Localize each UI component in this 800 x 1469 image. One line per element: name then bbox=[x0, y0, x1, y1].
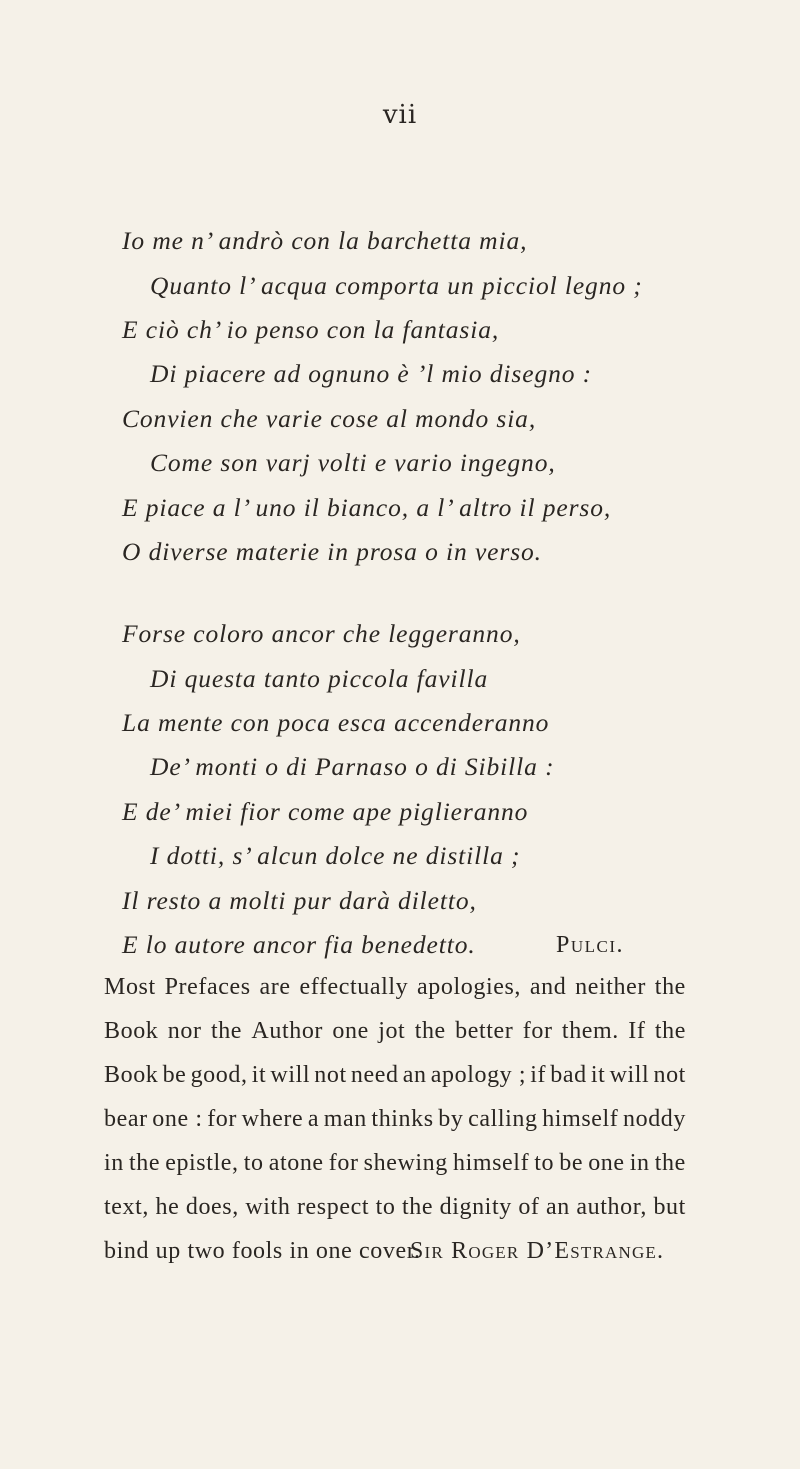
prose-word: better bbox=[455, 1018, 514, 1044]
prose-word: not bbox=[653, 1062, 686, 1088]
prose-word: one bbox=[588, 1150, 625, 1176]
prose-word: Author bbox=[251, 1018, 324, 1044]
prose-word: apologies, bbox=[417, 974, 522, 1000]
preface-quote bbox=[104, 965, 686, 1273]
verse-line: Il resto a molti pur darà diletto, bbox=[122, 886, 477, 915]
verse-line: Di questa tanto piccola favilla bbox=[150, 664, 489, 693]
verse-line: E de’ miei fior come ape piglieranno bbox=[122, 797, 529, 826]
prose-word: if bbox=[530, 1062, 547, 1088]
prose-word: where bbox=[241, 1106, 304, 1132]
prose-word: to bbox=[243, 1150, 264, 1176]
prose-word: shewing bbox=[363, 1150, 448, 1176]
prose-word: If bbox=[628, 1018, 646, 1044]
prose-word: epistle, bbox=[165, 1150, 239, 1176]
prose-word: atone bbox=[268, 1150, 324, 1176]
prose-attribution: Sir Roger D’Estrange. bbox=[410, 1238, 665, 1264]
prose-word: will bbox=[609, 1062, 650, 1088]
prose-word: Most bbox=[104, 974, 156, 1000]
prose-word: of bbox=[518, 1194, 540, 1220]
prose-word: himself bbox=[452, 1150, 530, 1176]
prose-word: need bbox=[350, 1062, 399, 1088]
verse-line: E piace a l’ uno il bianco, a l’ altro il perso, bbox=[122, 493, 612, 522]
prose-word: and bbox=[529, 974, 567, 1000]
verse-line: Convien che varie cose al mondo sia, bbox=[122, 404, 537, 433]
prose-word: the bbox=[654, 1018, 686, 1044]
prose-line bbox=[104, 1097, 686, 1141]
prose-word: good, bbox=[190, 1062, 248, 1088]
prose-word: thinks bbox=[371, 1106, 434, 1132]
prose-word: will bbox=[270, 1062, 311, 1088]
verse-line: De’ monti o di Parnaso o di Sibilla : bbox=[150, 752, 555, 781]
prose-word: himself bbox=[542, 1106, 619, 1132]
prose-word: to bbox=[375, 1194, 396, 1220]
prose-word: to bbox=[534, 1150, 555, 1176]
prose-line bbox=[104, 1053, 686, 1097]
prose-word: Prefaces bbox=[164, 974, 251, 1000]
verse-line: E lo autore ancor fia benedetto. bbox=[122, 930, 476, 959]
prose-word: the bbox=[128, 1150, 161, 1176]
verse-line: Quanto l’ acqua comporta un picciol legno ; bbox=[150, 271, 643, 300]
prose-word: be bbox=[162, 1062, 187, 1088]
prose-word: one : bbox=[152, 1106, 203, 1132]
prose-word: nor bbox=[167, 1018, 202, 1044]
prose-word: are bbox=[259, 974, 291, 1000]
prose-word: in bbox=[629, 1150, 650, 1176]
prose-word: noddy bbox=[623, 1106, 686, 1132]
prose-word: jot bbox=[378, 1018, 406, 1044]
prose-word: one bbox=[332, 1018, 369, 1044]
prose-word: neither bbox=[575, 974, 646, 1000]
page-number: vii bbox=[382, 100, 418, 130]
prose-word: for bbox=[207, 1106, 238, 1132]
prose-word: bad bbox=[550, 1062, 587, 1088]
prose-word: the bbox=[414, 1018, 446, 1044]
prose-word: author, bbox=[576, 1194, 647, 1220]
prose-word: man bbox=[323, 1106, 367, 1132]
prose-word: with bbox=[245, 1194, 291, 1220]
prose-word: dignity bbox=[439, 1194, 512, 1220]
prose-word: not bbox=[314, 1062, 347, 1088]
prose-word: does, bbox=[185, 1194, 239, 1220]
verse-line: I dotti, s’ alcun dolce ne distilla ; bbox=[150, 841, 521, 870]
prose-word: an bbox=[546, 1194, 570, 1220]
prose-line-last bbox=[104, 1229, 686, 1273]
prose-word: the bbox=[654, 974, 686, 1000]
verse-line: Di piacere ad ognuno è ’l mio disegno : bbox=[150, 359, 593, 388]
prose-word: effectually bbox=[299, 974, 409, 1000]
prose-line bbox=[104, 965, 686, 1009]
prose-word: in bbox=[104, 1150, 124, 1176]
prose-word: bear bbox=[104, 1106, 148, 1132]
prose-word: respect bbox=[296, 1194, 370, 1220]
prose-word: the bbox=[210, 1018, 243, 1044]
verse-line: Come son varj volti e vario ingegno, bbox=[150, 448, 556, 477]
prose-word: be bbox=[559, 1150, 584, 1176]
prose-word: it bbox=[590, 1062, 606, 1088]
prose-line bbox=[104, 1185, 686, 1229]
prose-word: the bbox=[401, 1194, 434, 1220]
prose-word: an bbox=[402, 1062, 427, 1088]
verse-line: Forse coloro ancor che leggeranno, bbox=[122, 619, 521, 648]
verse-line: O diverse materie in prosa o in verso. bbox=[122, 537, 542, 566]
verse-line: E ciò ch’ io penso con la fantasia, bbox=[122, 315, 500, 344]
prose-word: for bbox=[328, 1150, 359, 1176]
verse-line: La mente con poca esca accenderanno bbox=[122, 708, 550, 737]
prose-word: apology ; bbox=[430, 1062, 527, 1088]
prose-word: he bbox=[155, 1194, 180, 1220]
prose-word: by bbox=[438, 1106, 464, 1132]
prose-word: a bbox=[307, 1106, 320, 1132]
verse-attribution: Pulci. bbox=[556, 932, 625, 958]
prose-word: calling bbox=[468, 1106, 538, 1132]
prose-word: for bbox=[522, 1018, 553, 1044]
prose-line bbox=[104, 1009, 686, 1053]
prose-word: Book bbox=[104, 1062, 159, 1088]
prose-word: the bbox=[654, 1150, 686, 1176]
prose-text: bind up two fools in one cover. bbox=[104, 1238, 421, 1264]
prose-word: Book bbox=[104, 1018, 159, 1044]
prose-line bbox=[104, 1141, 686, 1185]
prose-word: it bbox=[251, 1062, 267, 1088]
prose-word: text, bbox=[104, 1194, 149, 1220]
prose-word: but bbox=[653, 1194, 686, 1220]
prose-word: them. bbox=[561, 1018, 619, 1044]
verse-line: Io me n’ andrò con la barchetta mia, bbox=[122, 226, 528, 255]
